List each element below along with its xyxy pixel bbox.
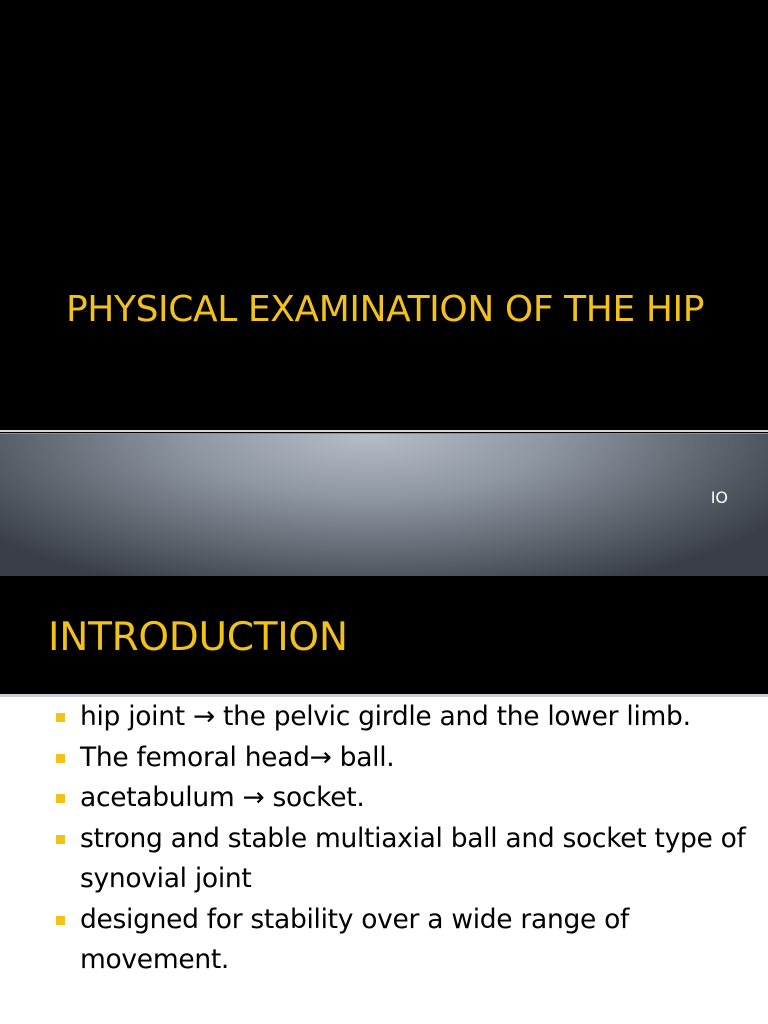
gradient-band (0, 434, 768, 576)
bullet-text: designed for stability over a wide range of movement. (80, 903, 630, 975)
bullet-list (54, 697, 754, 981)
slide-heading: INTRODUCTION (48, 615, 348, 660)
bullet-square-icon (56, 916, 65, 925)
bullet-text: strong and stable multiaxial ball and socket type of synovial joint (80, 822, 746, 894)
bullet-text: acetabulum → socket. (80, 782, 365, 813)
introduction-slide (0, 576, 768, 1024)
slide-subtitle: IO (710, 488, 728, 507)
bullet-text: The femoral head→ ball. (80, 741, 395, 773)
list-item (54, 697, 754, 738)
bullet-square-icon (56, 754, 65, 763)
slide-header (0, 576, 768, 694)
list-item (54, 819, 754, 900)
list-item (54, 778, 754, 819)
list-item (54, 738, 754, 779)
bullet-square-icon (56, 835, 65, 844)
bullet-text: hip joint → the pelvic girdle and the lower limb. (80, 701, 691, 732)
bullet-square-icon (56, 794, 65, 803)
list-item (54, 900, 754, 981)
slide-title: PHYSICAL EXAMINATION OF THE HIP (66, 289, 705, 330)
divider-line (0, 430, 768, 432)
bullet-square-icon (56, 713, 65, 722)
